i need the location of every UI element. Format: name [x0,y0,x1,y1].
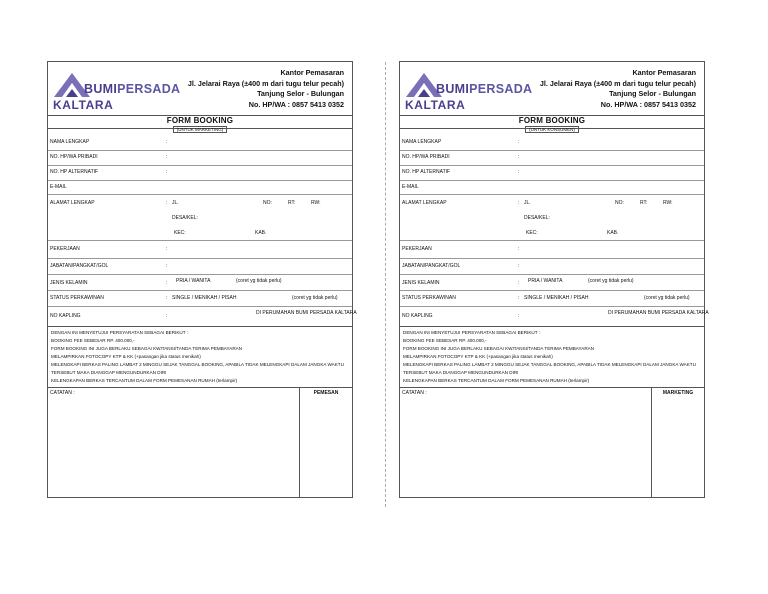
terms-line: DENGAN INI MENYETUJUI PERSYARATAN SEBAGAI BERIKUT : [403,330,540,335]
signature-label: PEMESAN [313,390,339,396]
office-line: Kantor Pemasaran [280,68,344,77]
logo-text-kaltara: KALTARA [53,98,114,112]
booking-form-marketing [47,61,357,498]
office-line: Kantor Pemasaran [632,68,696,77]
field-hp-alt[interactable]: NO. HP ALTERNATIF : [48,165,352,181]
terms-line: DENGAN INI MENYETUJUI PERSYARATAN SEBAGAI BERIKUT : [51,330,188,335]
terms-line: BOOKING FEE SEBESAR RP. 400.000,- [403,338,487,343]
terms-line: MELAMPIRKAN FOTOCOPY KTP & KK (+pasangan jika status menikah) [403,354,553,359]
notes-area[interactable]: CATATAN : [50,390,75,396]
field-hp[interactable]: NO. HP/WA PRIBADI : [400,150,704,166]
field-jabatan[interactable]: JABATAN/PANGKAT/GOL : [48,258,352,275]
field-kapling[interactable]: NO KAPLING : DI PERUMAHAN BUMI PERSADA KALTARA [50,310,357,319]
bumi-persada-logo [404,69,533,112]
form-title: FORM BOOKING [518,116,586,125]
logo-text-kaltara: KALTARA [405,98,466,112]
bumi-persada-logo [52,69,181,112]
field-hp[interactable]: NO. HP/WA PRIBADI : [48,150,352,166]
cut-line [385,62,386,507]
terms-line: TERSEBUT MAKA DIANGGAP MENGUNDURKAN DIRI [403,370,519,375]
terms-line: MELENGKAPI BERKAS PALING LAMBAT 2 MINGGU SEJAK TANGGAL BOOKING, APABILA TIDAK MELENGKAPI DALAM JANGKA WAKTU [403,362,696,367]
field-alamat[interactable]: ALAMAT LENGKAP : JL. NO: RT: RW: DESA/KEL: KEC: KAB. [48,194,352,241]
field-status[interactable]: STATUS PERKAWINAN : SINGLE / MENIKAH / PISAH (coret yg tidak perlu) [400,290,704,307]
signature-box[interactable] [651,388,704,497]
form-title: FORM BOOKING [166,116,234,125]
terms-line: BOOKING FEE SEBESAR RP. 400.000,- [51,338,135,343]
office-line: No. HP/WA : 0857 5413 0352 [248,99,344,109]
notes-area[interactable]: CATATAN : [402,390,427,396]
field-email[interactable]: E-MAIL [48,180,352,195]
field-email[interactable]: E-MAIL [400,180,704,195]
terms-line: MELAMPIRKAN FOTOCOPY KTP & KK (+pasangan jika status menikah) [51,354,201,359]
field-status[interactable]: STATUS PERKAWINAN : SINGLE / MENIKAH / PISAH (coret yg tidak perlu) [48,290,352,307]
terms-block [400,326,704,388]
form-subtitle: (UNTUK KONSUMEN) [400,127,704,132]
signature-box[interactable] [299,388,352,497]
terms-line: FORM BOOKING INI JUGA BERLAKU SEBAGAI KWITANSI/TANDA TERIMA PEMBAYARAN [403,346,595,351]
terms-line: KELENGKAPAN BERKAS TERCANTUM DALAM FORM PEMESANAN RUMAH (terlampir) [403,378,590,383]
field-pekerjaan[interactable]: PEKERJAAN : [400,240,704,259]
field-alamat[interactable]: ALAMAT LENGKAP : JL. NO: RT: RW: DESA/KEL: KEC: KAB. [400,194,704,241]
field-nama[interactable]: NAMA LENGKAP : [400,135,704,151]
terms-line: KELENGKAPAN BERKAS TERCANTUM DALAM FORM PEMESANAN RUMAH (terlampir) [51,378,238,383]
logo-text-persada: PERSADA [469,82,533,96]
field-jabatan[interactable]: JABATAN/PANGKAT/GOL : [400,258,704,275]
form-header [400,62,704,114]
field-kapling[interactable]: NO KAPLING : DI PERUMAHAN BUMI PERSADA KALTARA [402,310,709,319]
field-pekerjaan[interactable]: PEKERJAAN : [48,240,352,259]
office-line: Jl. Jelarai Raya (±400 m dari tugu telur pecah) [539,78,696,88]
terms-block [48,326,352,388]
office-address [154,68,344,110]
terms-line: FORM BOOKING INI JUGA BERLAKU SEBAGAI KWITANSI/TANDA TERIMA PEMBAYARAN [51,346,243,351]
signature-label: MARKETING [662,390,694,396]
form-header [48,62,352,114]
office-line: Tanjung Selor - Bulungan [609,89,696,98]
logo-text-bumi: BUMI [84,82,118,96]
field-hp-alt[interactable]: NO. HP ALTERNATIF : [400,165,704,181]
terms-line: MELENGKAPI BERKAS PALING LAMBAT 2 MINGGU SEJAK TANGGAL BOOKING, APABILA TIDAK MELENGKAPI DALAM JANGKA WAKTU [51,362,344,367]
booking-form-konsumen [399,61,709,498]
office-address [506,68,696,110]
office-line: Jl. Jelarai Raya (±400 m dari tugu telur pecah) [187,78,344,88]
office-line: No. HP/WA : 0857 5413 0352 [600,99,696,109]
logo-text-persada: PERSADA [117,82,181,96]
field-jenis-kelamin[interactable]: JENIS KELAMIN : PRIA / WANITA (coret yg tidak perlu) [400,274,704,291]
field-nama[interactable]: NAMA LENGKAP : [48,135,352,151]
field-jenis-kelamin[interactable]: JENIS KELAMIN : PRIA / WANITA (coret yg tidak perlu) [48,274,352,291]
form-subtitle: (UNTUK MARKETING) [48,127,352,132]
terms-line: TERSEBUT MAKA DIANGGAP MENGUNDURKAN DIRI [51,370,167,375]
logo-text-bumi: BUMI [436,82,470,96]
office-line: Tanjung Selor - Bulungan [257,89,344,98]
